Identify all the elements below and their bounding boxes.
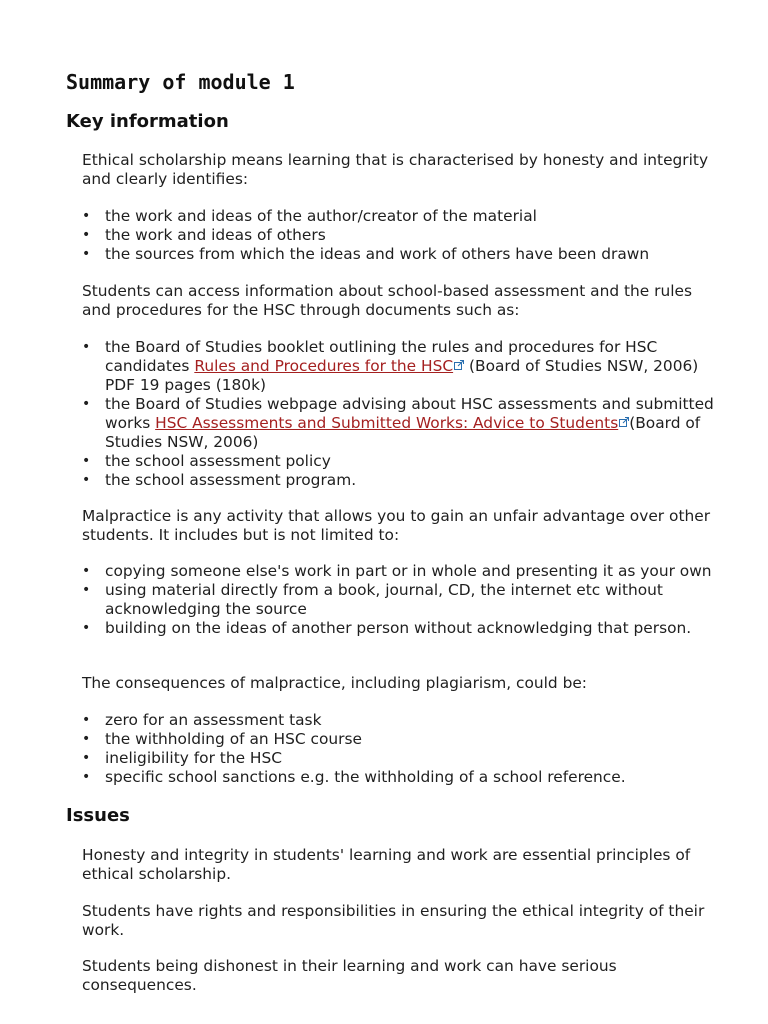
- doc2-text-after: (Board of Studies NSW, 2006): [105, 414, 701, 451]
- issues-para1-block: [82, 846, 722, 884]
- doc2-text-before: the Board of Studies webpage advising about HSC assessments and submitted works: [105, 395, 714, 432]
- list-item: • building on the ideas of another person without acknowledging that person.: [82, 619, 722, 638]
- page-title: Summary of module 1: [66, 70, 295, 94]
- issues-paragraph-1: Honesty and integrity in students' learning and work are essential principles of ethical scholarship.: [82, 846, 691, 883]
- issues-para2-block: [82, 902, 722, 940]
- consequences-list: [82, 711, 722, 787]
- issues-para3-block: [82, 957, 722, 995]
- issues-paragraph-2: Students have rights and responsibilities in ensuring the ethical integrity of their work.: [82, 902, 705, 939]
- access-intro-block: [82, 282, 722, 320]
- list-item: [82, 338, 722, 395]
- key-information-intro-block: [82, 151, 722, 189]
- documents-list-block: [82, 338, 722, 490]
- list-item: • ineligibility for the HSC: [82, 749, 722, 768]
- list-item: • the work and ideas of others: [82, 226, 722, 245]
- list-item: • specific school sanctions e.g. the withholding of a school reference.: [82, 768, 722, 787]
- identifies-list: [82, 207, 722, 264]
- doc1-text-after: (Board of Studies NSW, 2006) PDF 19 pages (180k): [105, 357, 699, 394]
- external-link-icon[interactable]: [454, 360, 464, 370]
- rules-and-procedures-link[interactable]: Rules and Procedures for the HSC: [194, 357, 454, 375]
- list-item: • zero for an assessment task: [82, 711, 722, 730]
- list-item: • the sources from which the ideas and work of others have been drawn: [82, 245, 722, 264]
- malpractice-intro-block: [82, 507, 722, 545]
- access-intro: Students can access information about school-based assessment and the rules and procedures for the HSC through documents such as:: [82, 282, 693, 319]
- identifies-list-block: [82, 207, 722, 264]
- key-information-heading: Key information: [66, 111, 229, 132]
- malpractice-intro: Malpractice is any activity that allows you to gain an unfair advantage over other students. It includes but is not limited to:: [82, 507, 711, 544]
- list-item: • the school assessment policy: [82, 452, 722, 471]
- list-item: • the school assessment program.: [82, 471, 722, 490]
- documents-list: [82, 338, 722, 490]
- issues-heading: Issues: [66, 805, 130, 826]
- doc1-text-before: the Board of Studies booklet outlining the rules and procedures for HSC candidates: [105, 338, 658, 375]
- consequences-intro: The consequences of malpractice, including plagiarism, could be:: [82, 674, 587, 692]
- malpractice-list: [82, 562, 722, 638]
- list-item: • copying someone else's work in part or in whole and presenting it as your own: [82, 562, 722, 581]
- malpractice-list-block: [82, 562, 722, 638]
- consequences-intro-block: [82, 674, 722, 693]
- list-item: [82, 395, 722, 452]
- consequences-list-block: [82, 711, 722, 787]
- external-link-icon[interactable]: [619, 417, 629, 427]
- list-item: • using material directly from a book, journal, CD, the internet etc without acknowledging the source: [82, 581, 722, 619]
- list-item: • the withholding of an HSC course: [82, 730, 722, 749]
- hsc-assessments-advice-link[interactable]: HSC Assessments and Submitted Works: Advice to Students: [155, 414, 619, 432]
- issues-paragraph-3: Students being dishonest in their learning and work can have serious consequences.: [82, 957, 617, 994]
- list-item: • the work and ideas of the author/creator of the material: [82, 207, 722, 226]
- ethical-scholarship-intro: Ethical scholarship means learning that is characterised by honesty and integrity and clearly identifies:: [82, 151, 709, 188]
